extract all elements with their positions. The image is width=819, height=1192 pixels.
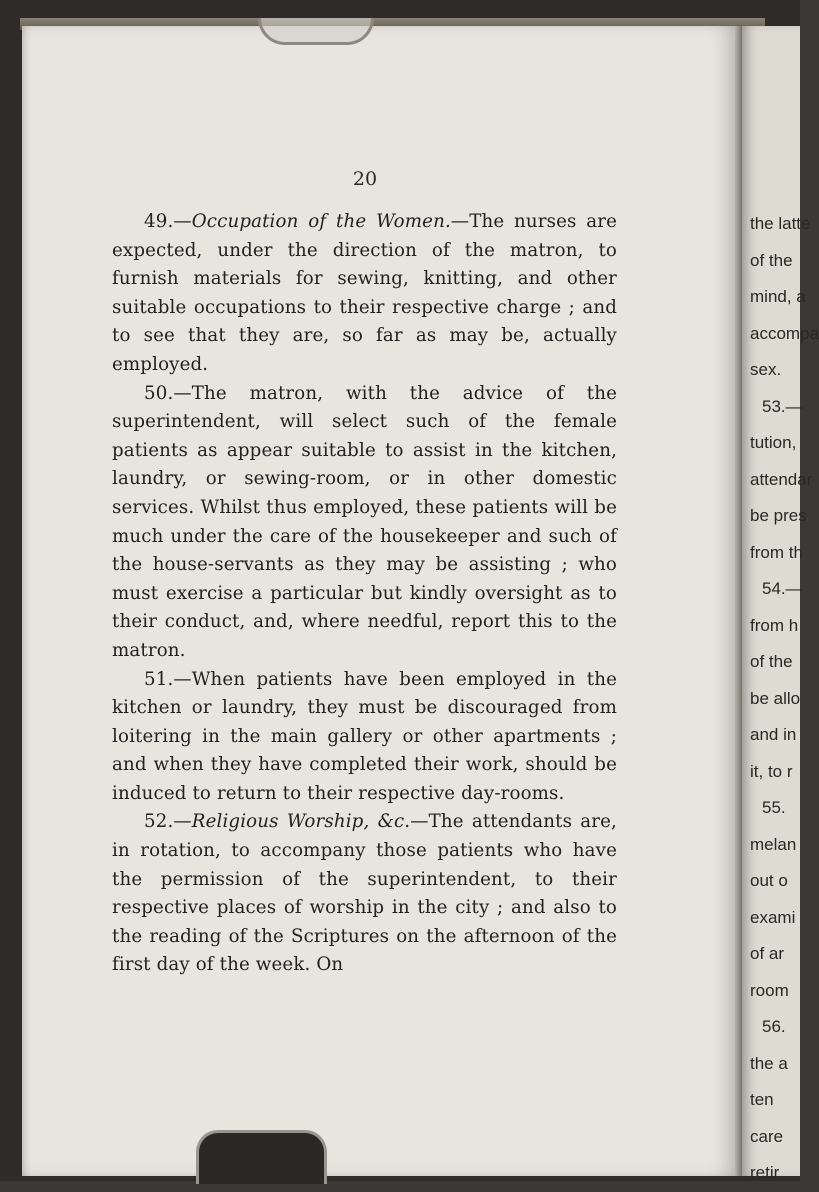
facing-page-line: be allo (750, 688, 801, 708)
paragraph-heading-part: — (173, 382, 192, 404)
facing-page-line: out o (750, 871, 788, 890)
paragraph-50 (112, 380, 617, 666)
facing-page-line: of the (750, 250, 793, 270)
paragraph-heading-part: the (336, 211, 367, 232)
bottom-page-clip (196, 1130, 327, 1184)
paragraph-text: The attendants are, in rotation, to accompany those patients who have the permission of the superintendent, to their respective places of worship in the city ; and also to the reading of the Scriptures on the afternoon of the first day of the week. On (112, 811, 617, 976)
facing-page-line: from h (750, 615, 799, 635)
facing-page-line: care (750, 1126, 784, 1146)
facing-page-line: of the (750, 652, 793, 671)
page-body (112, 208, 617, 980)
paragraph-heading-part (299, 211, 309, 232)
paragraph-heading-part: Women. (376, 211, 451, 232)
facing-page-line: the latte (750, 214, 811, 233)
paragraph-heading-part: of (308, 211, 327, 232)
paragraph-text: When patients have been employed in the kitchen or laundry, they must be discouraged from loitering in the main gallery or other apartments ; and when they have completed their work, should be induced to return to their respective day-rooms. (112, 668, 617, 804)
page-number: 20 (352, 168, 378, 190)
paragraph-52 (112, 808, 617, 980)
facing-page-line: be pres (750, 506, 807, 525)
paragraph-number: 52. (144, 811, 174, 833)
paragraph-heading-part: — (410, 811, 429, 833)
facing-page-line: from th (750, 542, 803, 562)
paragraph-heading-part (366, 211, 376, 232)
paragraph-heading-part: — (173, 211, 192, 232)
paragraph-heading-part: — (450, 211, 470, 232)
facing-page-line: the a (750, 1053, 788, 1073)
right-page-edge (742, 26, 819, 1182)
paragraph-number: 50. (144, 382, 174, 404)
facing-page-line: 56. (762, 1017, 786, 1036)
facing-page-text (750, 206, 819, 1192)
facing-page-line: ten (750, 1090, 774, 1109)
top-page-clip (258, 18, 374, 45)
facing-page-line: 55. (762, 798, 786, 817)
paragraph-heading-part (326, 211, 336, 232)
facing-page-line: retir (750, 1163, 780, 1182)
facing-page-line: sex. (750, 360, 782, 379)
facing-page-line: 54.— (762, 579, 803, 598)
paragraph-text: The nurses are expected, under the direction of the matron, to furnish materials for sewing, knitting, and other suitable occupations to their respective charge ; and to see that they are, so far as may be, actually employed. (112, 211, 618, 375)
facing-page-line: mind, a (750, 287, 806, 306)
facing-page-line: and in (750, 725, 797, 744)
facing-page-line: melan (750, 834, 797, 854)
paragraph-heading-part: — (173, 668, 192, 690)
paragraph-heading-part: Religious Worship, &c. (191, 811, 411, 833)
paragraph-49 (112, 208, 617, 380)
facing-page-line: 53.— (762, 396, 803, 416)
facing-page-line: room (750, 980, 789, 1000)
facing-page-line: it, to r (750, 761, 793, 781)
paragraph-number: 49. (144, 211, 174, 232)
paragraph-text: The matron, with the advice of the superintendent, will select such of the female patients as appear suitable to assist in the kitchen, laundry, or sewing-room, or in other domestic services. Whilst thus employed, these patients will be much under the care of the housekeeper and such of the house-servants as they may be assisting ; who must exercise a particular but kindly oversight as to their conduct, and, where needful, report this to the matron. (112, 382, 617, 661)
paragraph-number: 51. (144, 668, 174, 690)
facing-page-line: attendar (750, 469, 813, 489)
paragraph-51 (112, 666, 617, 809)
paragraph-heading-part: Occupation (191, 211, 299, 232)
facing-page-line: accompa (750, 323, 819, 343)
facing-page-line: exami (750, 907, 796, 927)
facing-page-line: tution, (750, 433, 797, 452)
facing-page-line: of ar (750, 944, 785, 963)
paragraph-heading-part: — (173, 811, 192, 833)
